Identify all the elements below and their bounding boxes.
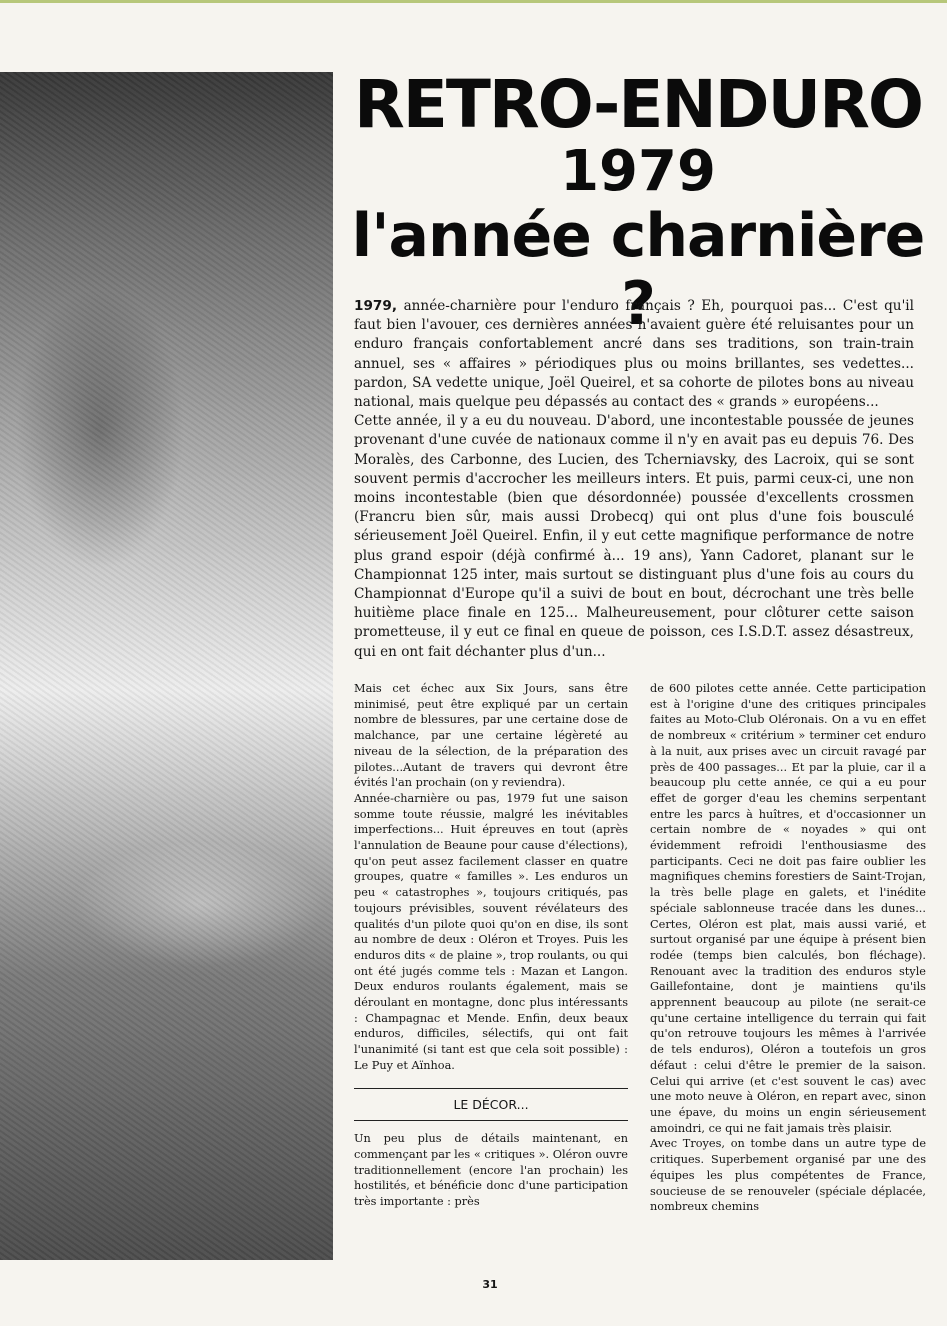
intro-paragraph-1-body: année-charnière pour l'enduro français ? Eh, pourquoi pas... C'est qu'il faut bien l'avouer, ces dernières années n'avaient guère été reluisantes pour un enduro français confortablement ancré dans ses traditions, son train-train annuel, ses « affaires » périodiques plus ou moins brillantes, ses vedettes... pardon, SA vedette unique, Joël Queirel, et sa cohorte de pilotes bons au niveau national, mais quelque peu dépassés au contact des « grands » européens...: [354, 298, 914, 411]
column-right: [650, 681, 926, 1215]
right-paragraph-1: de 600 pilotes cette année. Cette participation est à l'origine d'une des critiques principales faites au Moto-Club Oléronais. On a vu en effet de nombreux « critérium » terminer cet enduro à la nuit, aux prises avec un circuit ravagé par près de 400 passages... Et par la pluie, car il a beaucoup plu cette année, ce qui a eu pour effet de gorger d'eau les chemins serpentant entre les parcs à huîtres, et d'occasionner un certain nombre de « noyades » qui ont évidemment refroidi l'enthousiasme des participants. Ceci ne doit pas faire oublier les magnifiques chemins forestiers de Saint-Trojan, la très belle plage en galets, et l'inédite spéciale sablonneuse tracée dans les dunes... Certes, Oléron est plat, mais aussi varié, et surtout organisé par une équipe à présent bien rodée (temps bien calculés, bon fléchage). Renouant avec la tradition des enduros style Gaillefontaine, dont je maintiens qu'ils apprennent beaucoup au pilote (ne serait-ce qu'une certaine intelligence du terrain qui fait qu'on retrouve toujours les mêmes à l'arrivée de tels enduros), Oléron a toutefois un gros défaut : celui d'être le premier de la saison. Celui qui arrive (et c'est souvent le cas) avec une moto neuve à Oléron, en repart avec, sinon une épave, du moins un engin sérieusement amoindri, ce qui ne fait jamais très plaisir.: [650, 682, 926, 1135]
page-number: 31: [482, 1278, 498, 1291]
left-paragraph-2: Année-charnière ou pas, 1979 fut une saison somme toute réussie, malgré les inévitables imperfections... Huit épreuves en tout (après l'annulation de Beaune pour cause d'élections), qu'on peut assez facilement classer en quatre groupes, quatre « familles ». Les enduros un peu « catastrophes », toujours critiqués, pas toujours prévisibles, souvent révélateurs des qualités d'un pilote quoi qu'on en dise, ils sont au nombre de deux : Oléron et Troyes. Puis les enduros dits « de plaine », trop roulants, ou qui ont été jugés comme tels : Mazan et Langon. Deux enduros roulants également, mais se déroulant en montagne, donc plus intéressants : Champagnac et Mende. Enfin, deux beaux enduros, difficiles, sélectifs, qui ont fait l'unanimité (si tant est que cela soit possible) : Le Puy et Aïnhoa.: [354, 791, 628, 1072]
top-rule: [0, 0, 947, 3]
title-line-1: RETRO-ENDURO: [353, 66, 923, 143]
intro-paragraph-1: [354, 297, 914, 412]
title-line-2: 1979: [560, 139, 716, 204]
intro-lead: 1979,: [354, 298, 397, 314]
left-paragraph-1: Mais cet échec aux Six Jours, sans être minimisé, peut être expliqué par un certain nombre de blessures, par une certaine dose de malchance, par une certaine légèreté au niveau de la sélection, de la préparation des pilotes...Autant de travers qui devront être évités l'an prochain (on y reviendra).: [354, 682, 628, 790]
right-paragraph-2: Avec Troyes, on tombe dans un autre type de critiques. Superbement organisé par une des équipes les plus compétentes de France, soucieuse de se renouveler (spéciale déplacée, nombreux chemins: [650, 1137, 926, 1214]
intro-text: [354, 297, 914, 662]
left-paragraph-3: Un peu plus de détails maintenant, en commençant par les « critiques ». Oléron ouvre traditionnellement (encore l'an prochain) les hostilités, et bénéficie donc d'une participation très importante : près: [354, 1132, 628, 1209]
section-heading-decor: LE DÉCOR...: [354, 1088, 628, 1122]
title-line-3: l'année charnière ?: [351, 201, 925, 339]
column-left: [354, 681, 628, 1210]
intro-paragraph-2: Cette année, il y a eu du nouveau. D'abord, une incontestable poussée de jeunes provenant d'une cuvée de nationaux comme il n'y en avait pas eu depuis 76. Des Moralès, des Carbonne, des Lucien, des Tcherniavsky, des Lacroix, qui se sont souvent permis d'accrocher les meilleurs inters. Et puis, parmi ceux-ci, une non moins incontestable (bien que désordonnée) poussée d'excellents crossmen (Francru bien sûr, mais aussi Drobecq) qui ont plus d'une fois bousculé sérieusement Joël Queirel. Enfin, il y eut cette magnifique performance de notre plus grand espoir (déjà confirmé à... 19 ans), Yann Cadoret, planant sur le Championnat 125 inter, mais surtout se distinguant plus d'une fois au cours du Championnat d'Europe qu'il a suivi de bout en bout, décrochant une très belle huitième place finale en 125... Malheureusement, pour clôturer cette saison prometteuse, il y eut ce final en queue de poisson, ces I.S.D.T. assez désastreux, qui en ont fait déchanter plus d'un...: [354, 413, 914, 660]
fog-photo: [0, 72, 333, 1260]
